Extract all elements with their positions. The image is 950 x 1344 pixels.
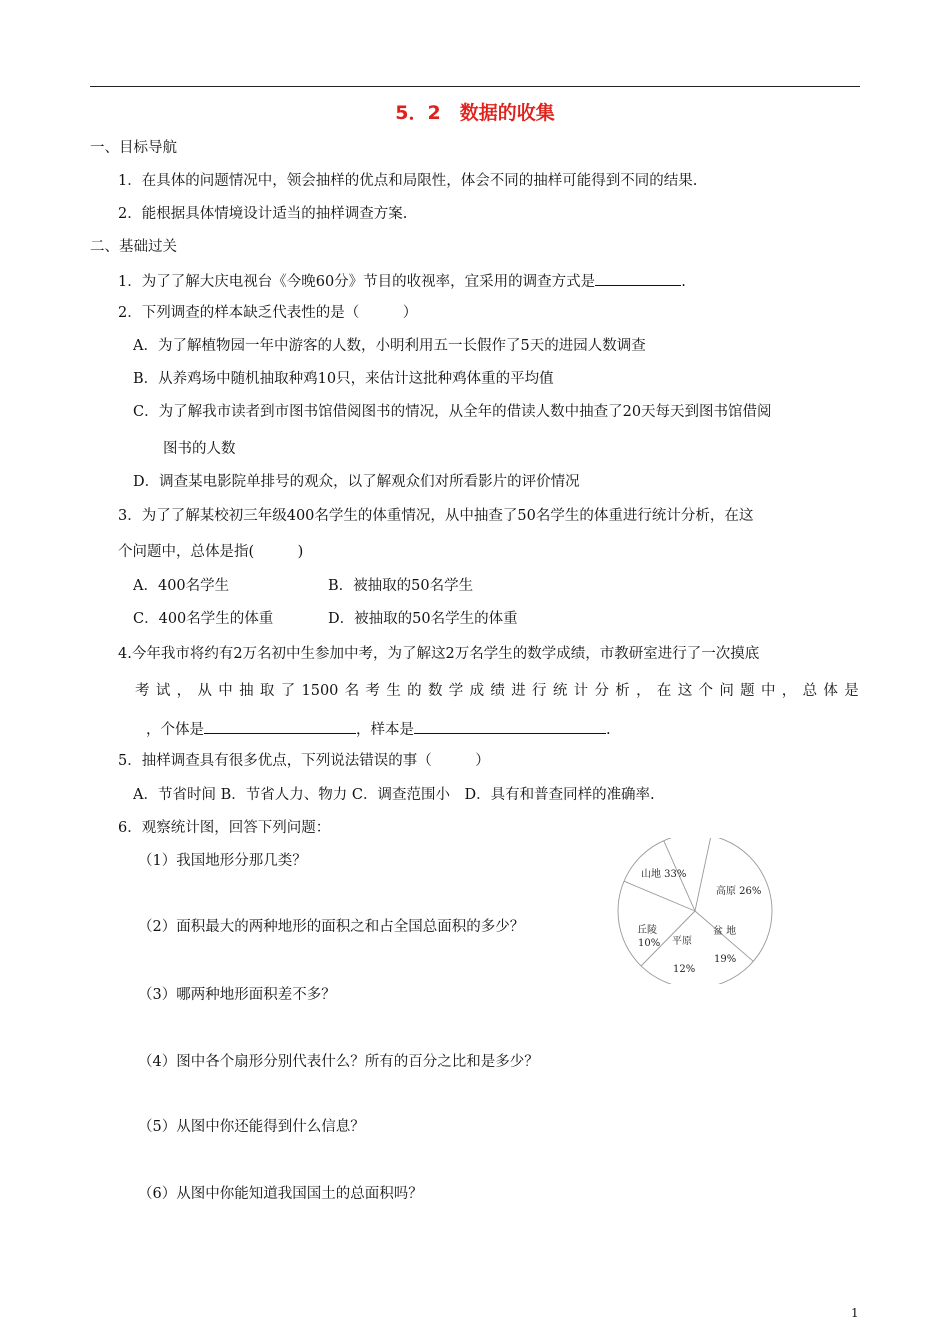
question-2-option-c: C．为了解我市读者到市图书馆借阅图书的情况，从全年的借读人数中抽查了20天每天到图书馆借阅: [133, 404, 772, 420]
pie-slice-label: 丘陵: [637, 925, 657, 936]
question-4-line-2-char: 学: [448, 683, 464, 699]
question-4-line-2-char: 进: [511, 683, 526, 699]
question-2-option-b: B．从养鸡场中随机抽取种鸡10只，来估计这批种鸡体重的平均值: [133, 371, 554, 387]
question-4-line-2-char: 了: [280, 683, 296, 699]
question-4-line-2-char: 绩: [490, 683, 505, 699]
question-4-line-2-char: 名: [344, 683, 360, 699]
pie-slice-edge: [695, 838, 711, 911]
question-4-line-2-char: 从: [197, 683, 212, 699]
question-6-sub-3: （3）哪两种地形面积差不多？: [138, 987, 336, 1003]
question-3-option-a: A．400名学生: [133, 578, 230, 594]
question-6-sub-6: （6）从图中你能知道我国国土的总面积吗？: [138, 1186, 423, 1202]
pie-slice-value: 12%: [673, 964, 696, 975]
question-4-line-2-char: 分: [594, 683, 609, 699]
question-5-options: A．节省时间 B．节省人力、物力 C．调查范围小 D．具有和普查同样的准确率.: [133, 787, 655, 803]
question-6-sub-5: （5）从图中你还能得到什么信息？: [138, 1119, 365, 1135]
question-4-line-2-char: 数: [427, 683, 443, 699]
answer-blank[interactable]: [204, 719, 356, 734]
question-4-line-2-char: 在: [656, 683, 672, 699]
section2-heading: 二、基础过关: [90, 239, 177, 255]
question-4-line-2-char: 中: [760, 683, 776, 699]
question-2-stem: 2．下列调查的样本缺乏代表性的是（ ）: [118, 305, 418, 321]
question-2-option-a: A．为了解植物园一年中游客的人数，小明利用五一长假作了5天的进园人数调查: [133, 338, 646, 354]
question-4-line-2-char: 中: [218, 683, 233, 699]
question-4-line-2: [135, 682, 859, 700]
question-4-line-2-char: 计: [573, 683, 589, 699]
question-6-sub-4: （4）图中各个扇形分别代表什么？所有的百分之比和是多少？: [138, 1054, 539, 1070]
question-4-individual-label: ，个体是: [146, 722, 204, 738]
section1-heading: 一、目标导航: [90, 140, 177, 156]
question-3-option-c: C．400名学生的体重: [133, 611, 274, 627]
goal-item-2: 2．能根据具体情境设计适当的抽样调查方案.: [118, 206, 408, 222]
question-4-line-3: [146, 719, 611, 739]
header-rule: [90, 86, 860, 87]
answer-blank[interactable]: [414, 719, 606, 734]
question-4-line-2-char: 的: [407, 683, 422, 699]
goal-item-1: 1．在具体的问题情况中，领会抽样的优点和局限性，体会不同的抽样可能得到不同的结果.: [118, 173, 698, 189]
question-1-end: .: [681, 274, 686, 290]
pie-slice-edge: [624, 881, 695, 911]
question-4-line-2-char: 生: [386, 683, 401, 699]
pie-slice-label: 盆 地: [713, 926, 737, 937]
question-4-line-2-char: 体: [823, 683, 838, 699]
question-3-option-d: D．被抽取的50名学生的体重: [328, 611, 518, 627]
pie-slice-value: 10%: [638, 938, 661, 949]
question-2-option-d: D．调查某电影院单排号的观众，以了解观众们对所看影片的评价情况: [133, 474, 580, 490]
page-number: 1: [851, 1306, 859, 1320]
question-4-line-2-char: 析: [615, 683, 630, 699]
question-4-line-2-char: 统: [552, 683, 568, 699]
pie-slice-label: 山地 33%: [641, 869, 687, 880]
question-4-line-2-char: 这: [677, 683, 693, 699]
question-4-line-2-char: 个: [698, 683, 714, 699]
question-6-sub-2: （2）面积最大的两种地形的面积之和占全国总面积的多少？: [138, 919, 525, 935]
question-4-line-2-char: 考: [365, 683, 381, 699]
question-3-stem: 3．为了了解某校初三年级400名学生的体重情况，从中抽查了50名学生的体重进行统计分析，在这: [118, 508, 754, 524]
question-4-sample-label: ，样本是: [356, 722, 414, 738]
pie-slice-label: 高原 26%: [716, 886, 762, 897]
pie-slice-label: 平原: [672, 936, 692, 947]
question-5-stem: 5．抽样调查具有很多优点，下列说法错误的事（ ）: [118, 753, 490, 769]
question-4-line-2-char: 问: [719, 683, 734, 699]
answer-blank[interactable]: [595, 271, 681, 286]
question-4-line-2-char: 抽: [239, 683, 254, 699]
page-title: 5．2 数据的收集: [395, 102, 555, 124]
question-1: [118, 271, 686, 291]
question-4-line-2-char: ，: [176, 683, 192, 699]
question-3-option-b: B．被抽取的50名学生: [328, 578, 474, 594]
question-4-line-2-char: 行: [532, 683, 547, 699]
question-4-line-2-char: 成: [469, 683, 485, 699]
question-4-line-2-char: 考: [135, 683, 150, 699]
terrain-pie-chart: [616, 838, 778, 984]
question-4-line-1: 4.今年我市将约有2万名初中生参加中考，为了解这2万名学生的数学成绩，市教研室进行了一次摸底: [118, 646, 760, 662]
question-6-sub-1: （1）我国地形分那几类？: [138, 853, 307, 869]
question-4-line-2-char: ，: [636, 683, 651, 699]
question-2-option-c-cont: 图书的人数: [163, 441, 236, 457]
question-3-stem-cont: 个问题中，总体是指( ): [118, 544, 304, 560]
question-1-text: 1．为了了解大庆电视台《今晚60分》节目的收视率，宜采用的调查方式是: [118, 274, 596, 290]
question-4-line-2-char: 试: [155, 683, 171, 699]
question-4-line-2-char: ，: [781, 683, 797, 699]
question-4-line-2-char: 总: [802, 683, 818, 699]
question-4-line-2-char: 是: [844, 683, 859, 699]
pie-slice-value: 19%: [714, 954, 737, 965]
question-4-line-2-char: 取: [259, 683, 275, 699]
question-4-line-2-char: 题: [740, 683, 755, 699]
question-4-end: .: [606, 722, 611, 738]
question-4-line-2-char: 1500: [301, 683, 339, 699]
question-6-stem: 6．观察统计图，回答下列问题：: [118, 820, 331, 836]
